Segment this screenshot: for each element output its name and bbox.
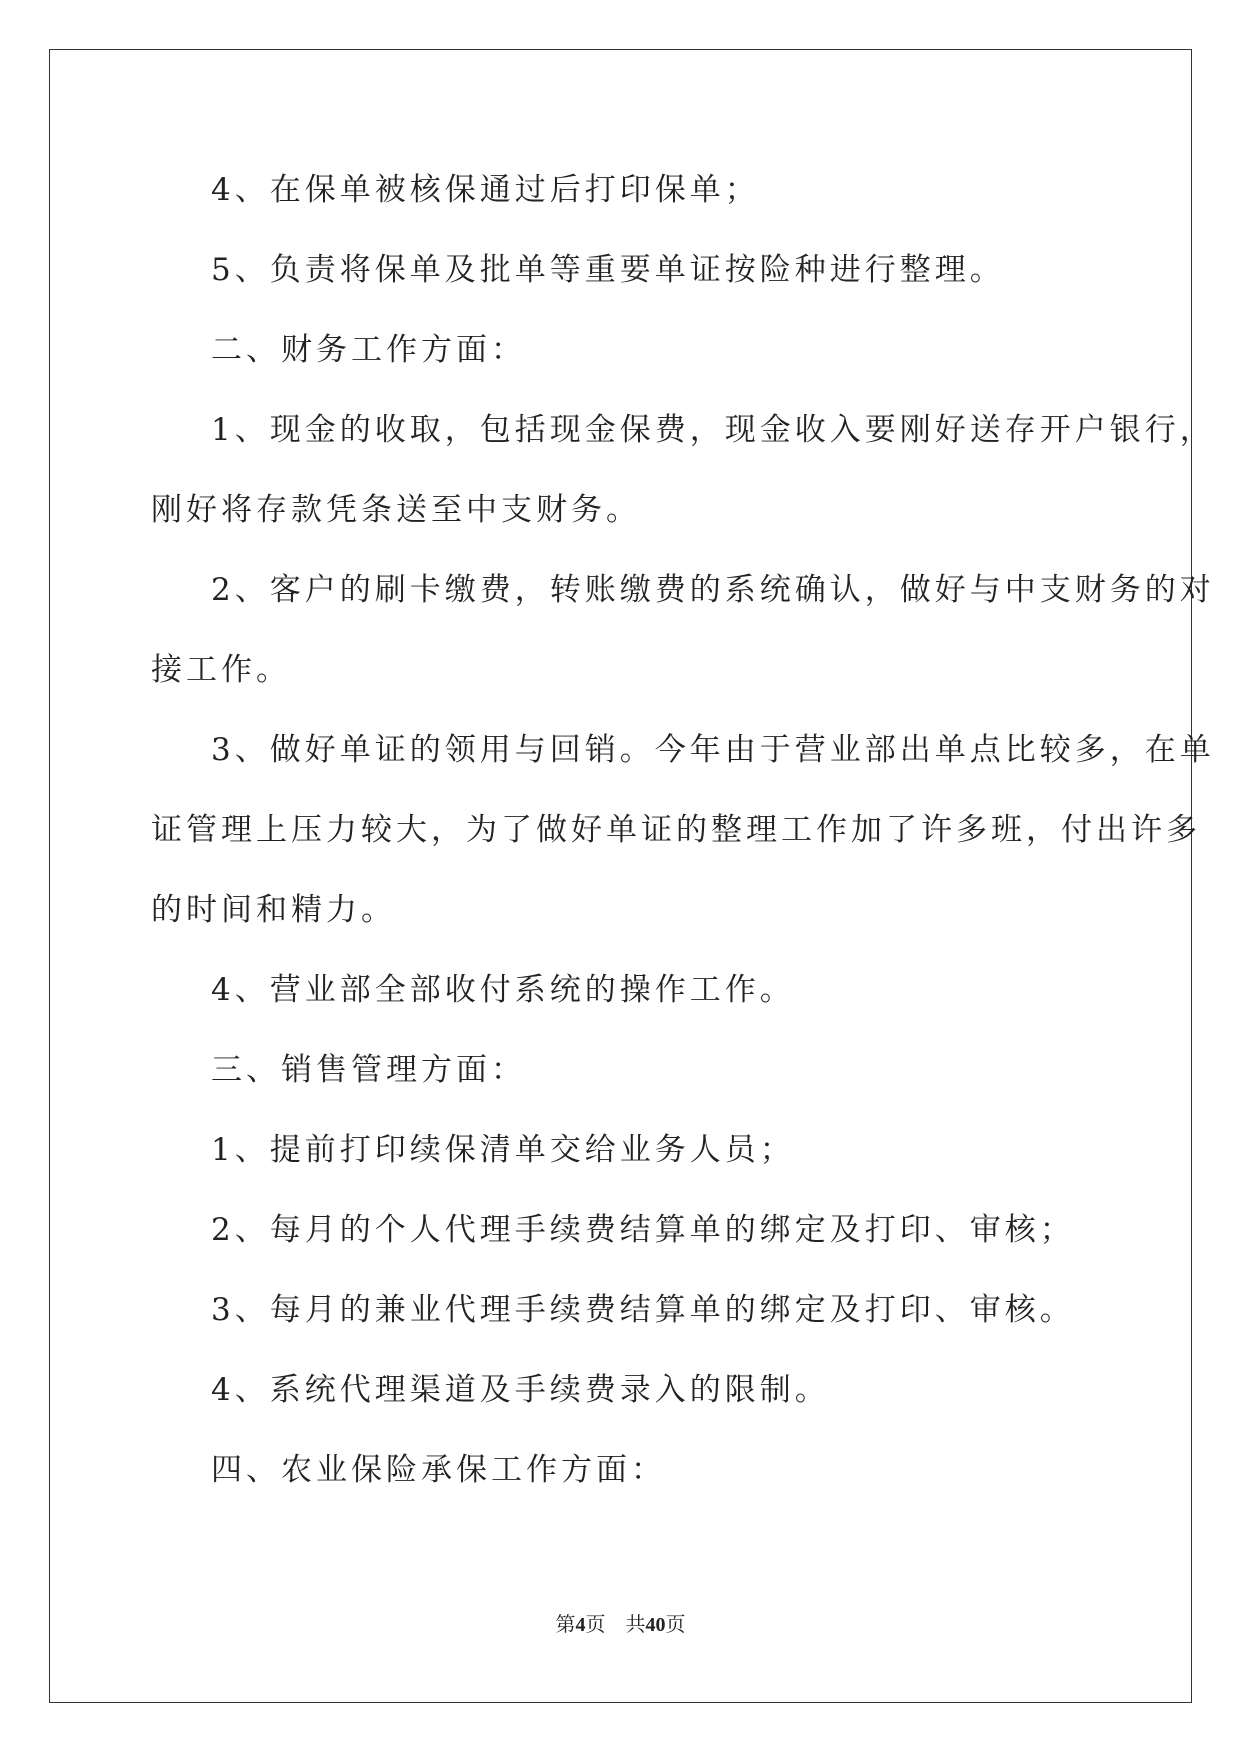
section-heading-agriculture: 四、农业保险承保工作方面： [211, 1452, 666, 1488]
body-line-16: 4、系统代理渠道及手续费录入的限制。 [211, 1372, 830, 1408]
body-line-4: 1、现金的收取，包括现金保费，现金收入要刚好送存开户银行， [211, 412, 1215, 448]
footer-suffix: 页 [665, 1614, 686, 1636]
body-line-6: 2、客户的刷卡缴费，转账缴费的系统确认，做好与中支财务的对 [211, 572, 1215, 608]
body-line-9: 证管理上压力较大，为了做好单证的整理工作加了许多班，付出许多 [151, 812, 1201, 848]
body-line-11: 4、营业部全部收付系统的操作工作。 [211, 972, 795, 1008]
page-footer [0, 1612, 1241, 1638]
body-line-5: 刚好将存款凭条送至中支财务。 [151, 492, 641, 528]
body-line-14: 2、每月的个人代理手续费结算单的绑定及打印、审核； [211, 1212, 1075, 1248]
body-line-13: 1、提前打印续保清单交给业务人员； [211, 1132, 795, 1168]
footer-prefix: 第 [555, 1614, 576, 1636]
section-heading-sales: 三、销售管理方面： [211, 1052, 526, 1088]
current-page-number: 4 [575, 1614, 586, 1636]
section-heading-finance: 二、财务工作方面： [211, 332, 526, 368]
body-line-15: 3、每月的兼业代理手续费结算单的绑定及打印、审核。 [211, 1292, 1075, 1328]
body-line-7: 接工作。 [151, 652, 291, 688]
total-page-number: 40 [645, 1614, 666, 1636]
body-line-8: 3、做好单证的领用与回销。今年由于营业部出单点比较多，在单 [211, 732, 1215, 768]
body-line-1: 4、在保单被核保通过后打印保单； [211, 172, 760, 208]
body-line-2: 5、负责将保单及批单等重要单证按险种进行整理。 [211, 252, 1005, 288]
footer-middle: 页 共 [585, 1614, 646, 1636]
body-line-10: 的时间和精力。 [151, 892, 396, 928]
